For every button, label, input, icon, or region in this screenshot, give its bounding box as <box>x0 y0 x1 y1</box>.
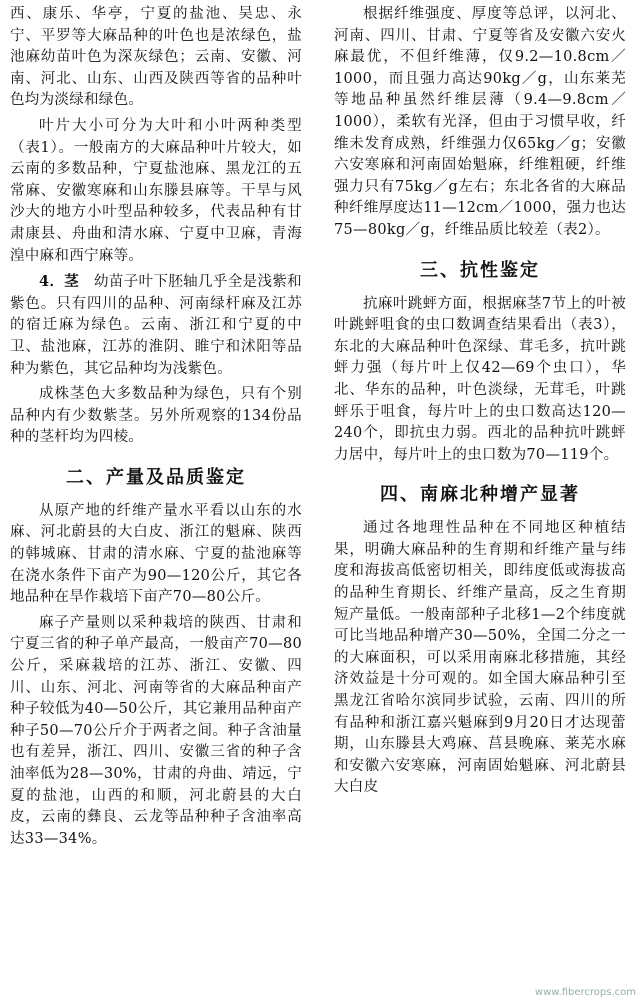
paragraph-south-north: 通过各地理性品种在不同地区种植结果，明确大麻品种的生育期和纤维产量与纬度和海拔高低密切相关，即纬度低或海拔高的品种生育期长、纤维产量高，反之生育期短产量低。一般南部种子北移1—2个纬度就可比当地品种增产30—50%，全国二分之一的大麻面积，可以采用南麻北移措施，其经济效益是十分可观的。如全国大麻品种引至黑龙江省哈尔滨同步试验，云南、四川的所有品种和浙江嘉兴魁麻到9月20日才达现蕾期，山东滕县大鸡麻、莒县晚麻、莱芜水麻和安徽六安寒麻，河南固始魁麻、河北蔚县大白皮 <box>334 520 626 796</box>
paragraph-stem-color: 成株茎色大多数品种为绿色，只有个别品种内有少数紫茎。另外所观察的134份品种的茎杆均为四棱。 <box>10 386 302 446</box>
paragraph-fiber-yield: 从原产地的纤维产量水平看以山东的水麻、河北蔚县的大白皮、浙江的魁麻、陕西的韩城麻、甘肃的清水麻、宁夏的盐池麻等在浇水条件下亩产为90—120公斤，其它各地品种在旱作栽培下亩产70—80公斤。 <box>10 502 302 606</box>
stem-lead: 4．茎 <box>39 273 80 291</box>
right-column <box>334 4 626 803</box>
paragraph-leaf-color: 西、康乐、华亭，宁夏的盐池、吴忠、永宁、平罗等大麻品种的叶色也是浓绿色，盐池麻幼苗叶色为深灰绿色；云南、安徽、河南、河北、山东、山西及陕西等省的品种叶色均为淡绿和绿色。 <box>10 6 302 109</box>
stem-text: 幼苗子叶下胚轴几乎全是浅紫和紫色。只有四川的品种、河南绿杆麻及江苏的宿迁麻为绿色。云南、浙江和宁夏的中卫、盐池麻，江苏的淮阴、睢宁和沭阳等品种为紫色，其它品种均为浅紫色。 <box>10 274 302 377</box>
left-column <box>10 4 302 854</box>
watermark: www.fibercrops.com <box>534 987 636 998</box>
paragraph-leaf-size: 叶片大小可分为大叶和小叶两种类型（表1）。一般南方的大麻品种叶片较大，如云南的多数品种，宁夏盐池麻、黑龙江的五常麻、安徽寒麻和山东滕县麻等。干旱与风沙大的地方小叶型品种较多，代表品种有甘肃康县、舟曲和清水麻、宁夏中卫麻，青海湟中麻和西宁麻等。 <box>10 117 302 264</box>
paragraph-seed-yield: 麻子产量则以采种栽培的陕西、甘肃和宁夏三省的种子单产最高，一般亩产70—80公斤，采麻栽培的江苏、浙江、安徽、四川、山东、河北、河南等省的大麻品种亩产种子较低为40—50公斤，其它兼用品种亩产种子50—70公斤介于两者之间。种子含油量也有差异，浙江、四川、安徽三省的种子含油率低为28—30%，甘肃的舟曲、靖远，宁夏的盐池，山西的和顺，河北蔚县的大白皮，云南的彝良、云龙等品种种子含油率高达33—34%。 <box>10 614 302 847</box>
paragraph-fiber-quality: 根据纤维强度、厚度等总评，以河北、河南、四川、甘肃、宁夏等省及安徽六安火麻最优，不但纤维薄，仅9.2—10.8cm／1000，而且强力高达90kg／g，山东莱芜等地品种虽然纤维层薄（9.4—9.8cm／1000），柔软有光泽，但由于习惯早收，纤维未发育成熟，纤维强力仅65kg／g；安徽六安寒麻和河南固始魁麻，纤维粗硬，纤维强力只有75kg／g左右；东北各省的大麻品种纤维厚度达11—12cm／1000，强力也达75—80kg／g，纤维品质比较差（表2）。 <box>334 6 626 238</box>
paragraph-stem <box>10 271 302 380</box>
paragraph-resistance: 抗麻叶跳蚲方面，根据麻茎7节上的叶被叶跳蚲咀食的虫口数调查结果看出（表3），东北的大麻品种叶色深绿、茸毛多，抗叶跳蚲力强（每片叶上仅42—69个虫口），华北、华东的品种，叶色淡绿，无茸毛，叶跳蚲乐于咀食，每片叶上的虫口数高达120—240个，即抗虫力弱。西北的品种抗叶跳蚲力居中，每片叶上的虫口数为70—119个。 <box>334 295 626 463</box>
section-heading-resistance: 三、抗性鉴定 <box>420 259 540 281</box>
section-heading-south-north: 四、南麻北种增产显著 <box>380 484 580 506</box>
section-heading-yield: 二、产量及品质鉴定 <box>66 466 246 488</box>
